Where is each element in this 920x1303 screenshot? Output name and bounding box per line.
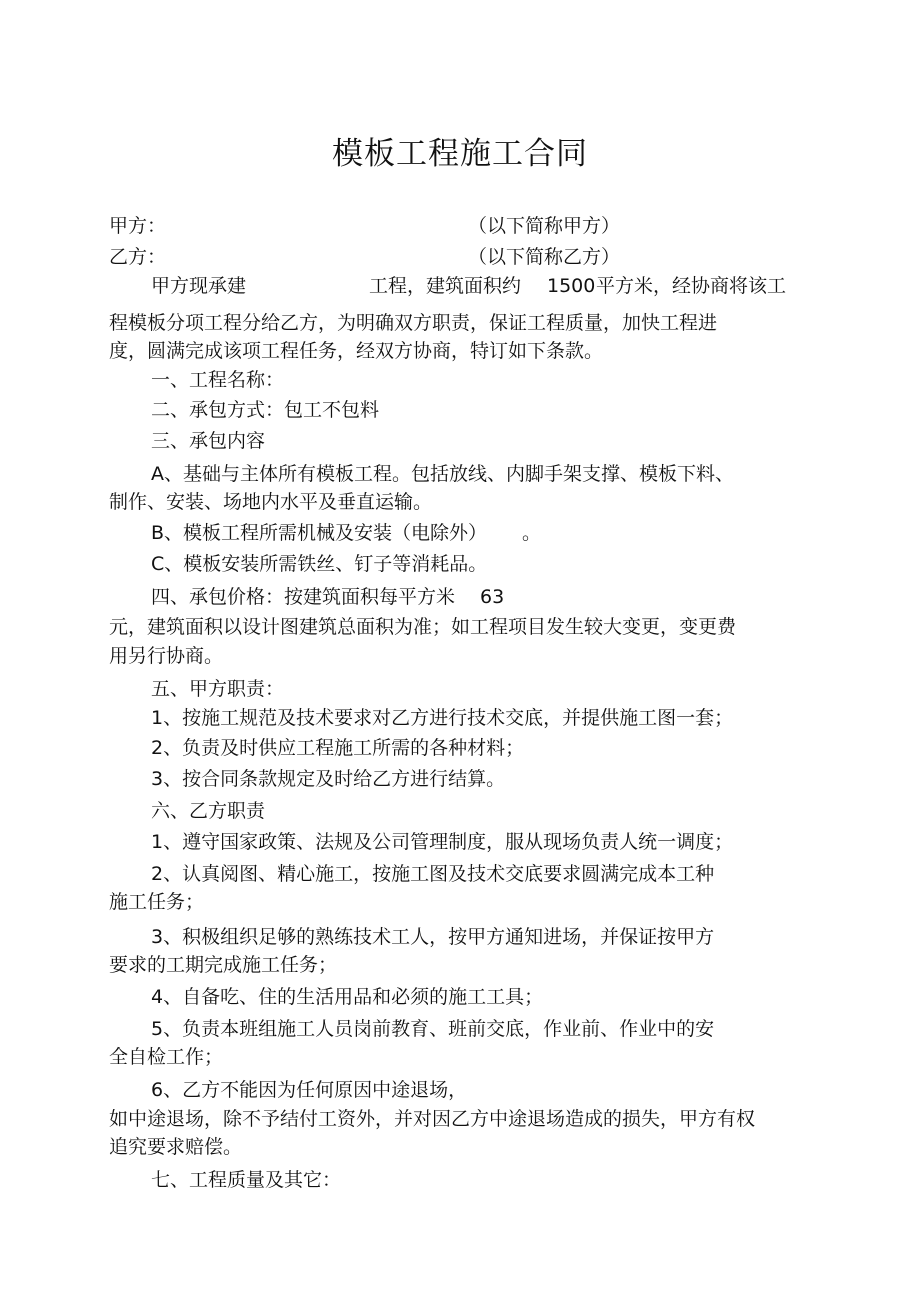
section-3-item-b-end: 。	[522, 522, 542, 544]
section-1-heading: 一、工程名称：	[151, 369, 285, 391]
section-6-item-2-line-1: 2、认真阅图、精心施工，按施工图及技术交底要求圆满完成本工种	[151, 863, 715, 885]
intro-line-3: 度，圆满完成该项工程任务，经双方协商，特订如下条款。	[109, 340, 604, 362]
party-a-label: 甲方：	[109, 215, 167, 237]
section-6-item-5-line-2: 全自检工作；	[109, 1046, 224, 1068]
section-6-item-1: 1、遵守国家政策、法规及公司管理制度，服从现场负责人统一调度；	[151, 831, 734, 853]
party-b-note: （以下简称乙方）	[468, 246, 621, 268]
section-6-item-4: 4、自备吃、住的生活用品和必须的施工工具；	[151, 986, 544, 1008]
section-6-item-6-line-3: 追究要求赔偿。	[109, 1136, 243, 1158]
section-3-heading: 三、承包内容	[151, 430, 266, 452]
section-4-price-value: 63	[480, 586, 505, 608]
section-3-item-c: C、模板安装所需铁丝、钉子等消耗品。	[151, 553, 488, 575]
section-5-item-1: 1、按施工规范及技术要求对乙方进行技术交底，并提供施工图一套；	[151, 707, 734, 729]
intro-area-value: 1500	[547, 275, 596, 297]
section-5-item-2: 2、负责及时供应工程施工所需的各种材料；	[151, 737, 525, 759]
section-5-item-3: 3、按合同条款规定及时给乙方进行结算。	[151, 768, 506, 790]
page-title: 模板工程施工合同	[332, 136, 588, 172]
section-3-item-b: B、模板工程所需机械及安装（电除外）	[151, 522, 488, 544]
section-3-item-a-line-1: A、基础与主体所有模板工程。包括放线、内脚手架支撑、模板下料、	[151, 463, 734, 485]
intro-text-area-label: 工程，建筑面积约	[369, 275, 522, 297]
section-4-line-3: 用另行协商。	[109, 645, 224, 667]
section-6-item-6-line-2: 如中途退场，除不予结付工资外，并对因乙方中途退场造成的损失，甲方有权	[109, 1108, 756, 1130]
party-b-label: 乙方：	[109, 246, 167, 268]
section-2-heading: 二、承包方式：包工不包料	[151, 399, 380, 421]
section-4-heading: 四、承包价格：按建筑面积每平方米	[151, 586, 456, 608]
intro-line-2: 程模板分项工程分给乙方，为明确双方职责，保证工程质量，加快工程进	[109, 312, 718, 334]
section-4-line-2: 元，建筑面积以设计图建筑总面积为准；如工程项目发生较大变更，变更费	[109, 616, 737, 638]
section-3-item-a-line-2: 制作、安装、场地内水平及垂直运输。	[109, 491, 433, 513]
section-7-heading: 七、工程质量及其它：	[151, 1169, 342, 1191]
section-5-heading: 五、甲方职责：	[151, 678, 285, 700]
section-6-item-2-line-2: 施工任务；	[109, 891, 205, 913]
section-6-item-3-line-2: 要求的工期完成施工任务；	[109, 954, 338, 976]
intro-text-end: 平方米，经协商将该工	[596, 275, 787, 297]
section-6-heading: 六、乙方职责	[151, 800, 266, 822]
party-a-note: （以下简称甲方）	[468, 215, 621, 237]
intro-text-start: 甲方现承建	[151, 275, 247, 297]
section-6-item-5-line-1: 5、负责本班组施工人员岗前教育、班前交底，作业前、作业中的安	[151, 1018, 715, 1040]
section-6-item-6-line-1: 6、乙方不能因为任何原因中途退场，	[151, 1079, 468, 1101]
section-6-item-3-line-1: 3、积极组织足够的熟练技术工人，按甲方通知进场，并保证按甲方	[151, 926, 715, 948]
